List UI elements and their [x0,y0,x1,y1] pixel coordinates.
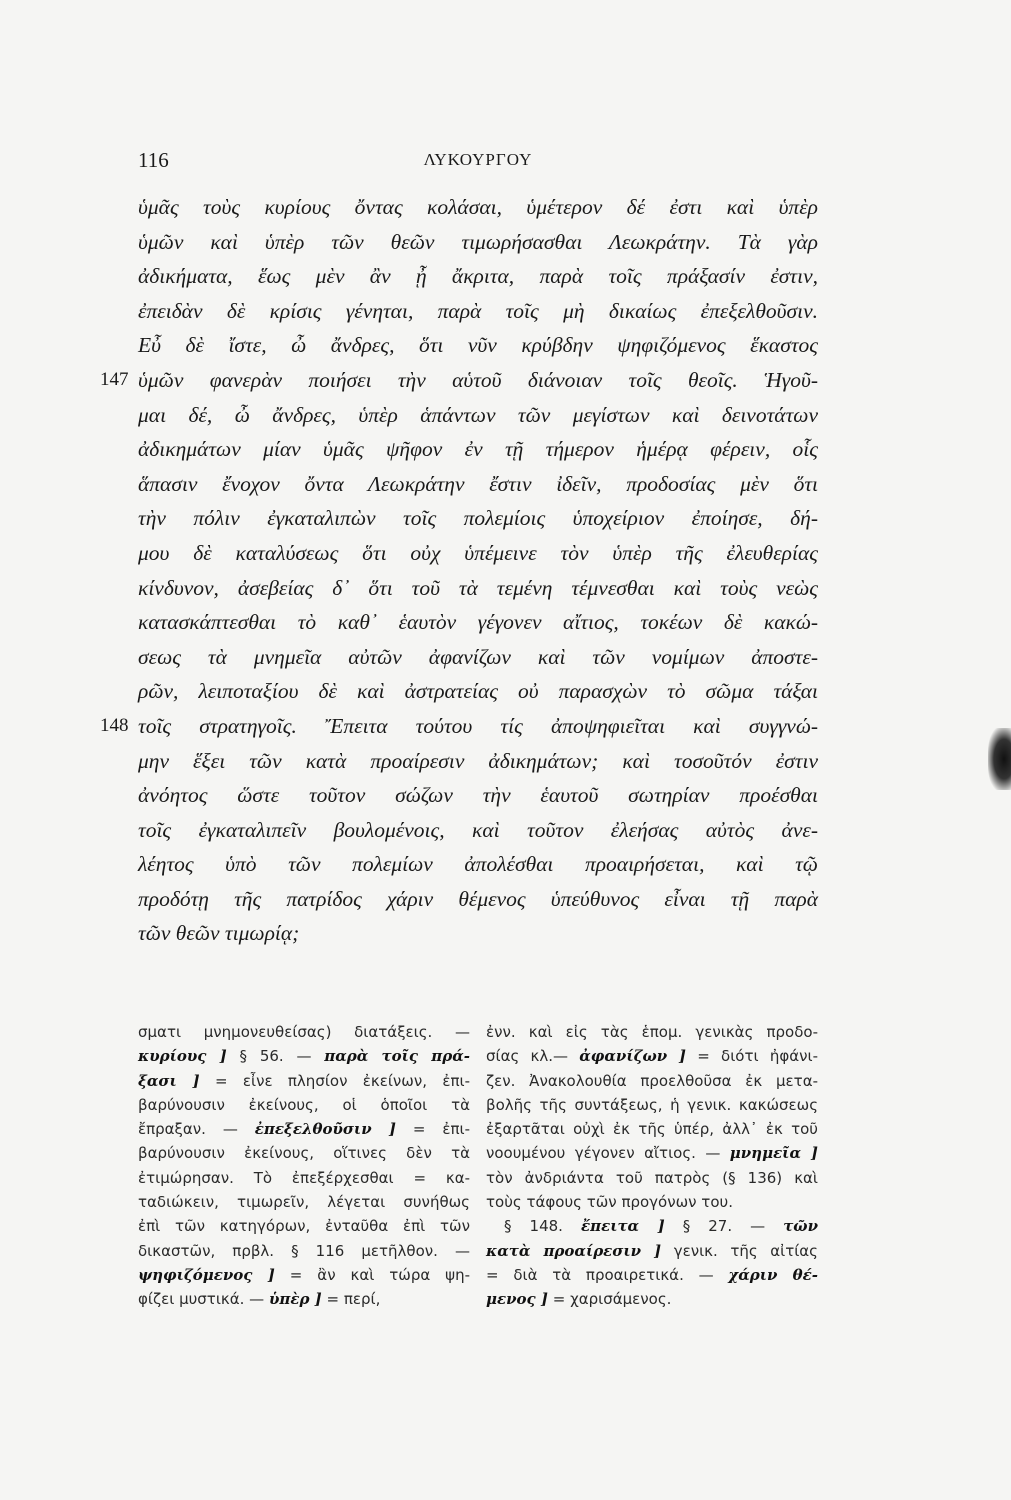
text-line-content: τοῖς ἐγκαταλιπεῖν βουλομένοις, καὶ τοῦτον ἐλεήσας αὐτὸς ἀνε- [138,817,818,842]
footnote-line [138,1190,470,1214]
footnote-text: = ἐπι- [396,1120,471,1139]
text-line-content: κίνδυνον, ἀσεβείας δ᾽ ὅτι τοῦ τὰ τεμένη τέμνεσθαι καὶ τοὺς νεὼς [138,575,818,600]
text-line [100,709,818,744]
scan-edge-artifact [988,728,1011,790]
lemma: ἀφανίζων ] [579,1047,686,1066]
text-line [138,847,818,882]
footnote-line [138,1117,470,1141]
text-line-content: ἀνόητος ὥστε τοῦτον σώζων τὴν ἑαυτοῦ σωτηρίαν προέσθαι [138,783,818,808]
footnote-text: γενικ. τῆς αἰτίας [661,1241,818,1260]
footnote-text: φίζει μυστικά. — [138,1290,269,1309]
footnotes-left-column [138,1020,470,1312]
footnote-line [486,1190,818,1214]
footnote-text: ἐτιμώρησαν. Τὸ ἐπεξέρχεσθαι = κα- [138,1168,470,1187]
text-line [138,778,818,813]
lemma: ἐπεξελθοῦσιν ] [254,1120,397,1139]
footnote-line [486,1044,818,1068]
footnote-line [486,1069,818,1093]
text-line [138,571,818,606]
text-line-content: τοῖς στρατηγοῖς. Ἔπειτα τούτου τίς ἀποψηφιεῖται καὶ συγγνώ- [138,713,818,738]
footnote-line [138,1287,470,1311]
text-line [100,363,818,398]
text-line-content: τὴν πόλιν ἐγκαταλιπὼν τοῖς πολεμίοις ὑποχείριον ἐποίησε, δή- [138,506,818,531]
text-line [138,882,818,917]
footnote-line [486,1166,818,1190]
footnote-line [138,1093,470,1117]
footnote-line [138,1214,470,1238]
footnote-text: = εἶνε πλησίον ἐκείνων, ἐπι- [199,1071,470,1090]
footnote-line [138,1069,470,1093]
footnote-text: ἐνν. καὶ εἰς τὰς ἑπομ. γενικὰς προδο- [486,1023,818,1041]
text-line-content: ἐπειδὰν δὲ κρίσις γένηται, παρὰ τοῖς μὴ δικαίως ἐπεξελθοῦσιν. [138,298,818,323]
text-line [138,190,818,225]
text-line [138,744,818,779]
footnote-text: δικαστῶν, πρβλ. § 116 μετῆλθον. — [138,1241,470,1260]
footnote-line [486,1117,818,1141]
footnote-text: § 148. [504,1217,581,1236]
text-line [138,674,818,709]
footnote-line [486,1020,818,1044]
text-line [138,813,818,848]
lemma: ξασι ] [138,1071,200,1090]
running-head: ΛΥΚΟΥΡΓΟΥ [423,150,533,169]
text-line [138,398,818,433]
text-line [138,259,818,294]
footnote-text: ταδιώκειν, τιμωρεῖν, λέγεται συνήθως [138,1193,470,1212]
text-line [138,328,818,363]
text-line-content: μου δὲ καταλύσεως ὅτι οὐχ ὑπέμεινε τὸν ὑπὲρ τῆς ἐλευθερίας [138,540,818,565]
text-line-content: ὑμῶν καὶ ὑπὲρ τῶν θεῶν τιμωρήσασθαι Λεωκράτην. Τὰ γὰρ [138,229,818,254]
text-line-content: κατασκάπτεσθαι τὸ καθ᾽ ἑαυτὸν γέγονεν αἴτιος, τοκέων δὲ κακώ- [138,610,818,635]
section-number: 147 [100,368,129,390]
footnote-line [486,1093,818,1117]
footnote-text: = διὰ τὰ προαιρετικά. — [486,1265,729,1284]
footnote-text: νοουμένου γέγονεν αἴτιος. — [486,1144,730,1163]
text-line-content: προδότῃ τῆς πατρίδος χάριν θέμενος ὑπεύθυνος εἶναι τῇ παρὰ [138,886,818,911]
page-header [138,148,818,178]
lemma: τῶν [783,1217,818,1236]
footnote-line [486,1263,818,1287]
text-line [138,467,818,502]
footnote-text: βολῆς τῆς συντάξεως, ἡ γενικ. κακώσεως [486,1095,818,1114]
text-line [138,536,818,571]
text-line-content: ἀδικήματα, ἕως μὲν ἂν ᾖ ἄκριτα, παρὰ τοῖς πράξασίν ἐστιν, [138,264,818,289]
footnote-text: ζεν. Ἀνακολουθία προελθοῦσα ἐκ μετα- [486,1071,818,1090]
footnote-line [138,1166,470,1190]
text-line [138,294,818,329]
footnote-line [138,1020,470,1044]
main-text-block [100,190,818,951]
text-line [138,501,818,536]
footnote-text: ἐξαρτᾶται οὐχὶ ἐκ τῆς ὑπέρ, ἀλλ᾽ ἐκ τοῦ [486,1120,818,1139]
footnote-line [486,1287,818,1311]
footnote-text: = χαρισάμενος. [547,1290,672,1309]
footnote-line [138,1141,470,1165]
lemma: ὑπὲρ ] [268,1290,322,1309]
footnote-text: τοὺς τάφους τῶν προγόνων του. [486,1193,733,1212]
footnote-text: = διότι ἠφάνι- [685,1047,818,1066]
text-line [138,640,818,675]
text-line [138,225,818,260]
footnote-line [486,1239,818,1263]
lemma: ψηφιζόμενος ] [138,1265,275,1284]
lemma: μνημεῖα ] [729,1144,818,1163]
text-line-content: ρῶν, λειποταξίου δὲ καὶ ἀστρατείας οὐ παρασχὼν τὸ σῶμα τάξαι [138,679,818,704]
text-line-content: μαι δέ, ὦ ἄνδρες, ὑπὲρ ἁπάντων τῶν μεγίστων καὶ δεινοτάτων [138,402,818,427]
text-line [138,605,818,640]
text-line-content: ὑμῶν φανερὰν ποιήσει τὴν αὑτοῦ διάνοιαν τοῖς θεοῖς. Ἡγοῦ- [138,367,818,392]
text-line-content: Εὖ δὲ ἴστε, ὦ ἄνδρες, ὅτι νῦν κρύβδην ψηφιζόμενος ἕκαστος [138,333,818,358]
footnote-text: βαρύνουσιν ἐκείνους, οἱ ὁποῖοι τὰ [138,1095,470,1114]
footnote-text: τὸν ἀνδριάντα τοῦ πατρὸς (§ 136) καὶ [486,1168,818,1187]
text-line-content: ὑμᾶς τοὺς κυρίους ὄντας κολάσαι, ὑμέτερον δέ ἐστι καὶ ὑπὲρ [138,195,818,219]
lemma: παρὰ τοῖς πρά- [324,1047,470,1066]
text-line-content: λέητος ὑπὸ τῶν πολεμίων ἀπολέσθαι προαιρήσεται, καὶ τῷ [138,852,818,877]
lemma: ἔπειτα ] [580,1217,665,1236]
footnote-line [138,1263,470,1287]
footnote-line [486,1141,818,1165]
footnote-text: § 56. — [226,1047,325,1066]
text-line-content: τῶν θεῶν τιμωρίᾳ; [138,921,300,946]
text-line-content: σεως τὰ μνημεῖα αὐτῶν ἀφανίζων καὶ τῶν νομίμων ἀποστε- [138,644,818,669]
footnote-text: σματι μνημονευθείσας) διατάξεις. — [138,1023,470,1041]
lemma: κυρίους ] [138,1047,227,1066]
text-line-content: μην ἕξει τῶν κατὰ προαίρεσιν ἀδικημάτων; καὶ τοσοῦτόν ἐστιν [138,748,818,773]
text-line-content: ἅπασιν ἔνοχον ὄντα Λεωκράτην ἔστιν ἰδεῖν, προδοσίας μὲν ὅτι [138,471,818,496]
text-line [138,916,818,951]
footnotes-right-column [486,1020,818,1312]
footnote-line [138,1044,470,1068]
section-number: 148 [100,714,129,736]
text-line-content: ἀδικημάτων μίαν ὑμᾶς ψῆφον ἐν τῇ τήμερον ἡμέρᾳ φέρειν, οἷς [138,437,818,462]
footnote-text: § 27. — [664,1217,784,1236]
footnote-line [486,1214,818,1238]
footnote-text: ἔπραξαν. — [138,1120,255,1139]
footnote-text: βαρύνουσιν ἐκείνους, οἵτινες δὲν τὰ [138,1144,470,1163]
footnote-text: σίας κλ.— [486,1047,580,1066]
footnote-text: ἐπὶ τῶν κατηγόρων, ἐνταῦθα ἐπὶ τῶν [138,1217,470,1236]
lemma: μενος ] [486,1290,548,1309]
page-number: 116 [138,148,169,172]
text-line [138,432,818,467]
footnote-line [138,1239,470,1263]
lemma: κατὰ προαίρεσιν ] [486,1241,662,1260]
lemma: χάριν θέ- [728,1265,818,1284]
footnote-text: = περί, [321,1290,381,1309]
footnote-text: = ἂν καὶ τώρα ψη- [274,1265,470,1284]
